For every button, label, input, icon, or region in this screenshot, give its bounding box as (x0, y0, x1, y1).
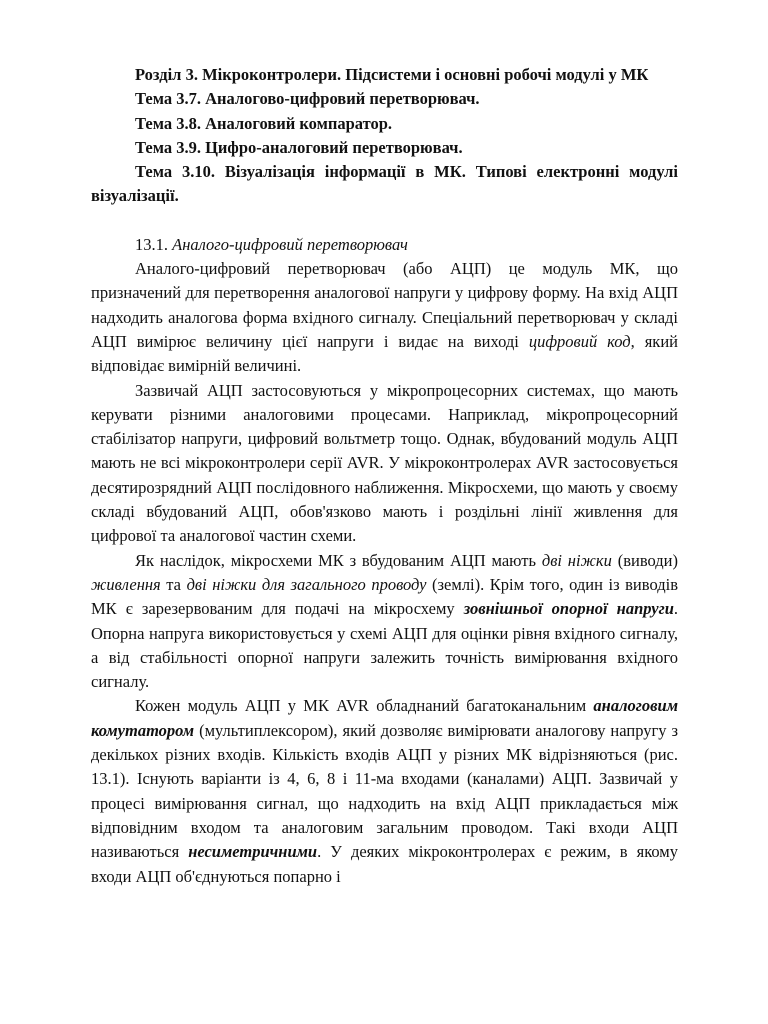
italic-term: дві ніжки для загального проводу (186, 574, 427, 594)
paragraph-1 (91, 257, 678, 378)
bold-italic-term: аналоговим комутатором (91, 696, 678, 740)
text-run: . Опорна напруга використовується у схемі АЦП для оцінки рівня вхідного сигналу, а від стабільності опорної напруги залежить точність вимірювання вхідного сигналу. (91, 599, 678, 692)
text-run: (виводи) (611, 550, 678, 570)
bold-italic-term: зовнішньої опорної напруги (463, 599, 674, 619)
text-run: Аналого-цифровий перетворювач (або АЦП) це модуль МК, що призначений для перетворення аналогової напруги у цифрову форму. На вхід АЦП надходить аналогова форма вхідного сигналу. Спеціальний перетворювач у складі АЦП вимірює величину цієї напруги і видає на виході (91, 259, 678, 351)
section-heading: Розділ 3. Мікроконтролери. Підсистеми і основні робочі модулі у МК (135, 65, 649, 84)
bold-italic-term: несиметричними (188, 842, 318, 862)
spacer (91, 209, 678, 233)
italic-term: дві ніжки (541, 550, 612, 570)
subsection-title: Аналого-цифровий перетворювач (172, 234, 408, 254)
paragraph-3 (91, 549, 678, 695)
italic-term: цифровий код (528, 331, 631, 351)
paragraph-2: Зазвичай АЦП застосовуються у мікропроцесорних системах, що мають керувати різними аналоговими процесами. Наприклад, мікропроцесорний стабілізатор напруги, цифровий вольтметр тощо. Однак, вбудований модуль АЦП мають не всі мікроконтролери серії AVR. У мікроконтролерах AVR застосовується десятирозрядний АЦП послідовного наближення. Мікросхеми, що мають у своєму складі вбудований АЦП, обов'язково мають і роздільні лінії живлення для цифрової та аналогової частин схеми. (91, 380, 678, 546)
text-run: (землі). Крім того, один із виводів МК є зарезервованим для подачі на мікросхему (91, 574, 678, 619)
topic-heading-3-8: Тема 3.8. Аналоговий компаратор. (135, 113, 393, 133)
topic-heading-3-10: Тема 3.10. Візуалізація інформації в МК. Типові електронні модулі візуалізації. (91, 162, 678, 206)
paragraph-4 (91, 694, 678, 888)
topic-heading-3-7: Тема 3.7. Аналогово-цифровий перетворювач. (135, 89, 480, 109)
text-run: та (160, 574, 187, 594)
subsection-number: 13.1. (135, 234, 173, 254)
italic-term: живлення (91, 574, 161, 594)
subsection-heading (91, 233, 678, 257)
topic-heading-3-9: Тема 3.9. Цифро-аналоговий перетворювач. (135, 137, 463, 157)
document-page (91, 63, 678, 889)
text-run: (мультиплексором), який дозволяє вимірювати аналогову напругу з декількох різних входів. Кількість входів АЦП у різних МК відрізняються (рис. 13.1). Існують варіанти із 4, 6, 8 і 11-ма входами (каналами) АЦП. Зазвичай у процесі вимірювання сигнал, що надходить на вхід АЦП прикладається між відповідним входом та аналоговим загальним проводом. Такі входи АЦП називаються (91, 720, 678, 862)
text-run: . У деяких мікроконтролерах є режим, в якому входи АЦП об'єднуються попарно і (91, 842, 678, 886)
text-run: Кожен модуль АЦП у МК AVR обладнаний багатоканальним (135, 696, 594, 716)
text-run: Як наслідок, мікросхеми МК з вбудованим АЦП мають (135, 550, 542, 570)
text-run: , який відповідає вимірній величині. (91, 331, 678, 376)
